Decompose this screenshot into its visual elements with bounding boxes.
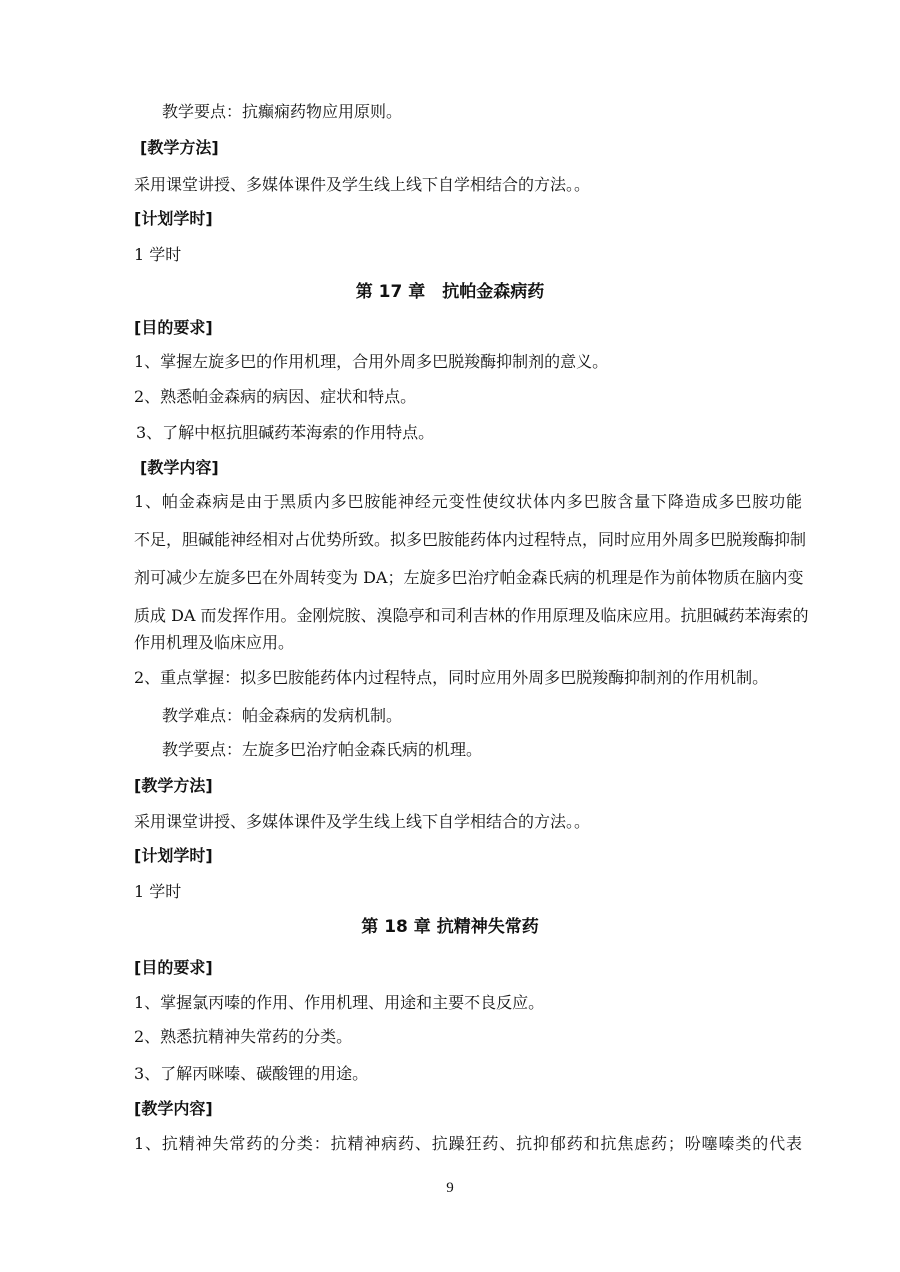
chapter-17-content-line: 1、帕金森病是由于黑质内多巴胺能神经元变性使纹状体内多巴胺含量下降造成多巴胺功能: [134, 492, 802, 511]
chapter-17-content-line: 作用机理及临床应用。: [134, 633, 295, 652]
chapter-18-requirements-heading: [目的要求]: [134, 958, 213, 977]
chapter-17-requirements-heading: [目的要求]: [134, 318, 213, 337]
chapter-17-hours-text: 1 学时: [134, 882, 182, 901]
chapter-17-key-points: 教学要点：左旋多巴治疗帕金森氏病的机理。: [162, 740, 483, 759]
chapter-18-requirement-item: 2、熟悉抗精神失常药的分类。: [134, 1027, 353, 1046]
chapter-18-content-line: 1、抗精神失常药的分类：抗精神病药、抗躁狂药、抗抑郁药和抗焦虑药；吩噻嗪类的代表: [134, 1134, 802, 1153]
chapter-17-content-line: 剂可减少左旋多巴在外周转变为 DA；左旋多巴治疗帕金森氏病的机理是作为前体物质在脑内变: [134, 568, 804, 587]
chapter-18-requirement-item: 1、掌握氯丙嗪的作用、作用机理、用途和主要不良反应。: [134, 993, 545, 1012]
chapter-18-title: 第 18 章 抗精神失常药: [361, 917, 539, 937]
method-text: 采用课堂讲授、多媒体课件及学生线上线下自学相结合的方法。。: [134, 175, 591, 194]
chapter-17-key-master: 2、重点掌握：拟多巴胺能药体内过程特点，同时应用外周多巴脱羧酶抑制剂的作用机制。: [134, 668, 769, 687]
chapter-17-title: 第 17 章 抗帕金森病药: [355, 282, 545, 302]
key-points-text: 教学要点：抗癫痫药物应用原则。: [162, 102, 403, 121]
method-heading: [教学方法]: [140, 138, 219, 157]
chapter-17-requirement-item: 1、掌握左旋多巴的作用机理，合用外周多巴脱羧酶抑制剂的意义。: [134, 352, 609, 371]
chapter-17-content-heading: [教学内容]: [140, 458, 219, 477]
chapter-17-content-line: 质成 DA 而发挥作用。金刚烷胺、溴隐亭和司利吉林的作用原理及临床应用。抗胆碱药苯海索的: [134, 606, 809, 625]
chapter-17-method-text: 采用课堂讲授、多媒体课件及学生线上线下自学相结合的方法。。: [134, 812, 591, 831]
chapter-17-content-line: 不足，胆碱能神经相对占优势所致。拟多巴胺能药体内过程特点，同时应用外周多巴脱羧酶抑制: [134, 530, 807, 549]
chapter-18-requirement-item: 3、了解丙咪嗪、碳酸锂的用途。: [134, 1064, 369, 1083]
chapter-17-requirement-item: 2、熟悉帕金森病的病因、症状和特点。: [134, 387, 417, 406]
chapter-17-difficulty: 教学难点：帕金森病的发病机制。: [162, 706, 403, 725]
chapter-17-hours-heading: [计划学时]: [134, 846, 213, 865]
chapter-17-method-heading: [教学方法]: [134, 776, 213, 795]
hours-text: 1 学时: [134, 245, 182, 264]
chapter-17-requirement-item: 3、了解中枢抗胆碱药苯海索的作用特点。: [136, 423, 435, 442]
hours-heading: [计划学时]: [134, 209, 213, 228]
page-number: 9: [446, 1180, 454, 1196]
chapter-18-content-heading: [教学内容]: [134, 1099, 213, 1118]
